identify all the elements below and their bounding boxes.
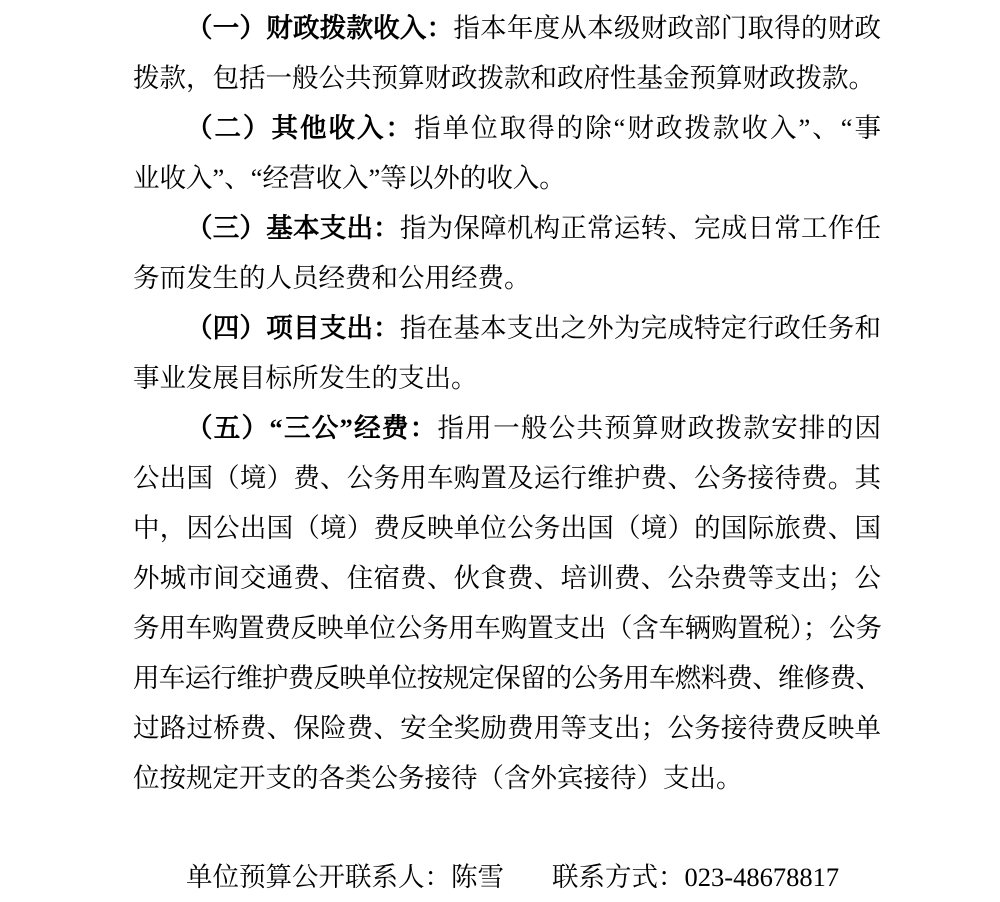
term-heading: （三）基本支出： bbox=[186, 213, 400, 243]
term-heading: （四）项目支出： bbox=[186, 313, 400, 343]
doc-line-text: 外城市间交通费、住宿费、伙食费、培训费、公杂费等支出；公 bbox=[133, 563, 881, 593]
doc-line bbox=[133, 53, 881, 103]
doc-line-text: 公出国（境）费、公务用车购置及运行维护费、公务接待费。其 bbox=[133, 463, 881, 493]
contact-info-line bbox=[133, 852, 881, 902]
doc-line bbox=[133, 453, 881, 503]
doc-line bbox=[133, 553, 881, 603]
doc-line-text: 务用车购置费反映单位公务用车购置支出（含车辆购置税）；公务 bbox=[133, 613, 881, 643]
doc-line bbox=[133, 603, 881, 653]
doc-line-text: 位按规定开支的各类公务接待（含外宾接待）支出。 bbox=[133, 763, 743, 793]
doc-line-text: 业收入”、“经营收入”等以外的收入。 bbox=[133, 163, 566, 193]
contact-person: 单位预算公开联系人：陈雪 bbox=[186, 862, 504, 892]
doc-line-text: 务而发生的人员经费和公用经费。 bbox=[133, 263, 531, 293]
doc-line bbox=[133, 153, 881, 203]
term-heading: （五）“三公”经费： bbox=[186, 413, 438, 443]
doc-line bbox=[133, 3, 881, 53]
doc-line-text: 指本年度从本级财政部门取得的财政 bbox=[453, 13, 882, 43]
doc-line bbox=[133, 703, 881, 753]
document-body bbox=[133, 3, 881, 902]
doc-line bbox=[133, 353, 881, 403]
doc-line-text: 指在基本支出之外为完成特定行政任务和 bbox=[399, 313, 882, 343]
doc-line-text: 拨款，包括一般公共预算财政拨款和政府性基金预算财政拨款。 bbox=[133, 63, 875, 93]
doc-line bbox=[133, 203, 881, 253]
doc-line-text: 指用一般公共预算财政拨款安排的因 bbox=[437, 413, 881, 443]
doc-line-text: 过路过桥费、保险费、安全奖励费用等支出；公务接待费反映单 bbox=[133, 713, 881, 743]
term-heading: （二）其他收入： bbox=[186, 113, 415, 143]
doc-line-text: 事业发展目标所发生的支出。 bbox=[133, 363, 478, 393]
doc-line-text: 用车运行维护费反映单位按规定保留的公务用车燃料费、维修费、 bbox=[133, 663, 881, 693]
doc-line bbox=[133, 253, 881, 303]
doc-line bbox=[133, 403, 881, 453]
doc-line bbox=[133, 303, 881, 353]
doc-line bbox=[133, 503, 881, 553]
contact-phone: 联系方式：023-48678817 bbox=[552, 862, 840, 892]
doc-line bbox=[133, 753, 881, 803]
term-heading: （一）财政拨款收入： bbox=[186, 13, 454, 43]
doc-line-text: 中，因公出国（境）费反映单位公务出国（境）的国际旅费、国 bbox=[133, 513, 881, 543]
doc-line-text: 指单位取得的除“财政拨款收入”、“事 bbox=[414, 113, 882, 143]
doc-line-text: 指为保障机构正常运转、完成日常工作任 bbox=[399, 213, 882, 243]
doc-line bbox=[133, 103, 881, 153]
doc-line bbox=[133, 653, 881, 703]
